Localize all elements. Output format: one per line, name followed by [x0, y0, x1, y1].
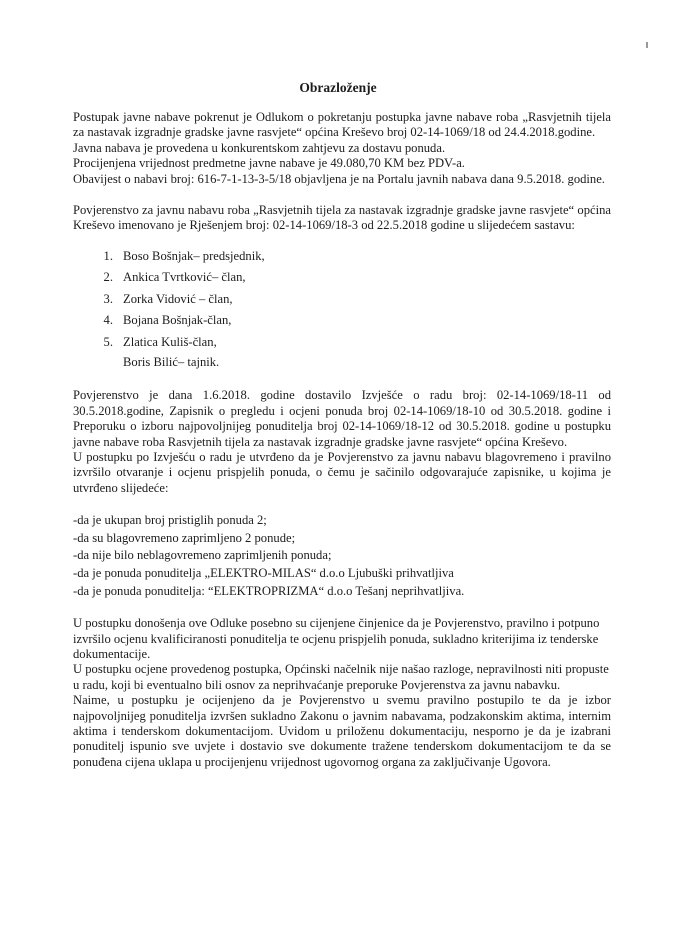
member-item: 3. Zorka Vidović – član, — [103, 291, 233, 306]
intro-paragraph-3: Procijenjena vrijednost predmetne javne nabave je 49.080,70 KM bez PDV-a. — [73, 156, 465, 171]
conclusion-paragraph-3: Naime, u postupku je ocijenjeno da je Povjerenstvo u svemu pravilno postupilo te da je izbor najpovoljnijeg ponuditelja izvršen sukladno Zakonu o javnim nabavama, podzakonskim aktima, internim aktima i tenderskom dokumentacijom. Uvidom u priloženu dokumentaciju, nesporno je da je izabrani ponuditelj ispunio sve uvjete i dostavio sve dokumente tražene tenderskom dokumentacijom te da se ponuđena cijena uklapa u procijenjenu vrijednost ugovornog organa za zaključivanje Ugovora. — [73, 693, 611, 769]
conclusion-paragraph-1: U postupku donošenja ove Odluke posebno su cijenjene činjenice da je Povjerenstvo, pravilno i potpuno izvršilo ocjenu kvalificiranosti ponuditelja te ocjenu prispjelih ponuda, sukladno kriterijima iz tenderske dokumentacije. — [73, 616, 600, 661]
findings-list — [73, 512, 611, 600]
commission-paragraph: Povjerenstvo za javnu nabavu roba „Rasvjetnih tijela za nastavak izgradnje gradske javne rasvjete“ općina Kreševo imenovano je Rješenjem broj: 02-14-1069/18-3 od 22.5.2018 godine u slijedećem sastavu: — [73, 203, 611, 233]
member-item: 2. Ankica Tvrtković– član, — [103, 270, 246, 285]
report-paragraph-1: Povjerenstvo je dana 1.6.2018. godine dostavilo Izvješće o radu broj: 02-14-1069/18-11 od 30.5.2018.godine, Zapisnik o pregledu i ocjeni ponuda broj 02-14-1069/18-10 od 30.5.2018. godine i Preporuku o izboru najpovoljnijeg ponuditelja broj 02-14-1069/18-12 od 30.5.2018. godine u postupku javne nabave roba Rasvjetnih tijela za nastavak izgradnje gradske javne rasvjete“ općina Kreševo. — [73, 388, 611, 449]
member-item: 4. Bojana Bošnjak-član, — [103, 313, 232, 328]
intro-paragraph-4: Obavijest o nabavi broj: 616-7-1-13-3-5/18 objavljena je na Portalu javnih nabava dana 9.5.2018. godine. — [73, 171, 605, 186]
member-item: 5. Zlatica Kuliš-član, — [103, 334, 217, 349]
commission-member-list — [73, 246, 611, 373]
document-title: Obrazloženje — [299, 80, 377, 95]
intro-paragraph-1: Postupak javne nabave pokrenut je Odlukom o pokretanju postupka javne nabave roba „Rasvjetnih tijela za nastavak izgradnje gradske javne rasvjete“ općina Kreševo broj 02-14-1069/18 od 24.4.2018.godine. — [73, 110, 611, 140]
document-body — [73, 110, 611, 770]
finding-item: -da su blagovremeno zaprimljeno 2 ponude; — [73, 530, 296, 545]
scan-mark — [646, 42, 648, 48]
member-item: 1. Boso Bošnjak– predsjednik, — [103, 248, 265, 263]
finding-item: -da nije bilo neblagovremeno zaprimljenih ponuda; — [73, 548, 332, 563]
intro-paragraph-2: Javna nabava je provedena u konkurentskom zahtjevu za dostavu ponuda. — [73, 140, 446, 155]
secretary-item: Boris Bilić– tajnik. — [123, 355, 220, 370]
finding-item: -da je ukupan broj pristiglih ponuda 2; — [73, 513, 267, 528]
finding-item: -da je ponuda ponuditelja: “ELEKTROPRIZMA“ d.o.o Tešanj neprihvatljiva. — [73, 583, 465, 598]
conclusion-paragraph-2: U postupku ocjene provedenog postupka, Općinski načelnik nije našao razloge, nepravilnosti niti propuste u radu, koji bi eventualno bili osnov za neprihvaćanje preporuke Povjerenstva za javnu nabavku. — [73, 662, 609, 692]
report-paragraph-2: U postupku po Izvješću o radu je utvrđeno da je Povjerenstvo za javnu nabavu blagovremeno i pravilno izvršilo otvaranje i ocjenu prispjelih ponuda, o čemu je sačinilo odgovarajuće zapisnike, u kojima je utvrđeno slijedeće: — [73, 449, 611, 495]
finding-item: -da je ponuda ponuditelja „ELEKTRO-MILAS“ d.o.o Ljubuški prihvatljiva — [73, 565, 454, 580]
